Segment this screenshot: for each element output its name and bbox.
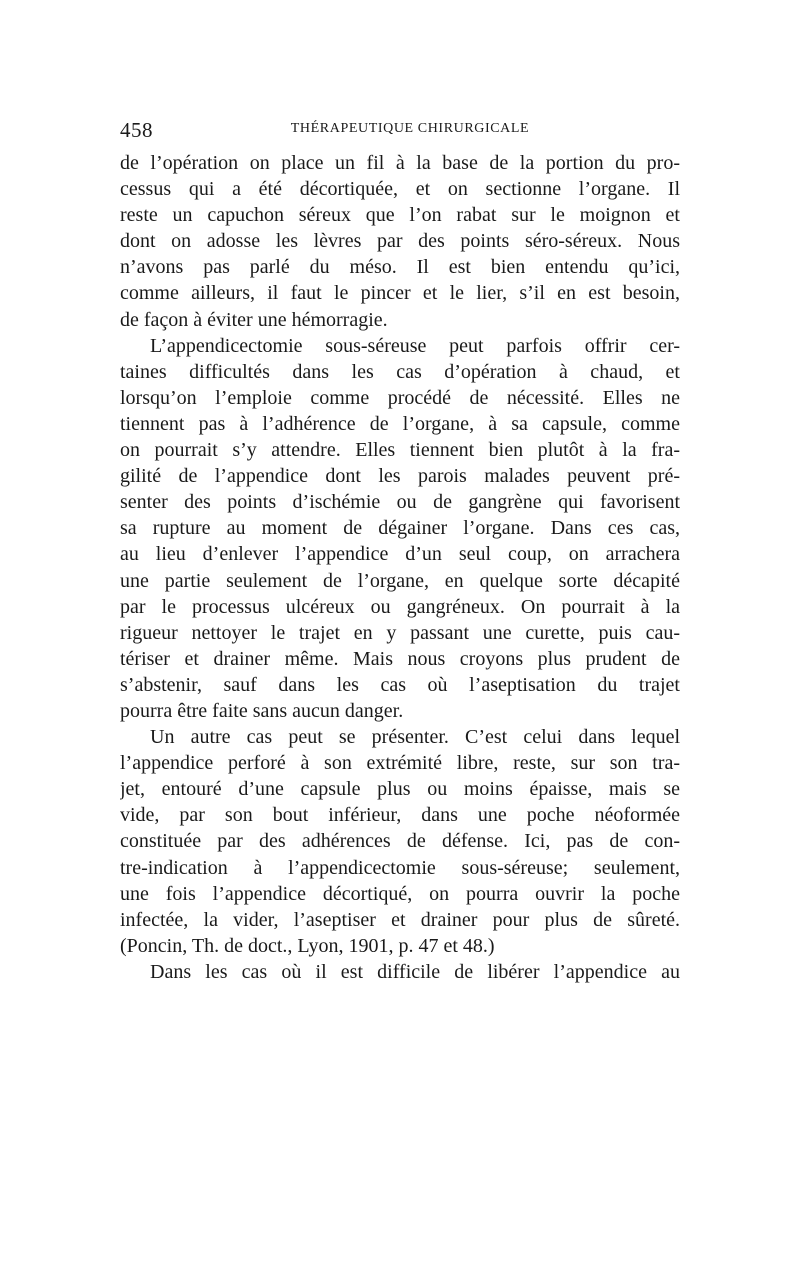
text-line: senter des points d’ischémie ou de gangrène qui favorisent: [120, 491, 680, 514]
text-line: pourra être faite sans aucun danger.: [120, 699, 404, 722]
text-line: une fois l’appendice décortiqué, on pourra ouvrir la poche: [120, 882, 680, 905]
body-text: [120, 150, 680, 985]
text-line: (Poncin, Th. de doct., Lyon, 1901, p. 47 et 48.): [120, 934, 495, 957]
text-line: s’abstenir, sauf dans les cas où l’aseptisation du trajet: [120, 673, 680, 696]
text-line: tre-indication à l’appendicectomie sous-séreuse; seulement,: [120, 856, 680, 879]
text-line: de façon à éviter une hémorragie.: [120, 308, 388, 331]
text-line: lorsqu’on l’emploie comme procédé de nécessité. Elles ne: [120, 386, 680, 409]
text-line: l’appendice perforé à son extrémité libre, reste, sur son tra-: [120, 752, 680, 775]
text-line: Dans les cas où il est difficile de libérer l’appendice au: [150, 960, 680, 983]
text-line: une partie seulement de l’organe, en quelque sorte décapité: [120, 569, 680, 592]
text-line: gilité de l’appendice dont les parois malades peuvent pré-: [120, 465, 680, 488]
text-line: dont on adosse les lèvres par des points séro-séreux. Nous: [120, 230, 680, 253]
text-line: jet, entouré d’une capsule plus ou moins épaisse, mais se: [120, 778, 680, 801]
text-line: au lieu d’enlever l’appendice d’un seul coup, on arrachera: [120, 543, 680, 566]
text-line: rigueur nettoyer le trajet en y passant une curette, puis cau-: [120, 621, 680, 644]
text-line: infectée, la vider, l’aseptiser et drainer pour plus de sûreté.: [120, 908, 680, 931]
text-line: de l’opération on place un fil à la base de la portion du pro-: [120, 152, 680, 174]
text-line: constituée par des adhérences de défense. Ici, pas de con-: [120, 830, 680, 853]
text-line: vide, par son bout inférieur, dans une poche néoformée: [120, 804, 680, 827]
running-head: [120, 118, 680, 142]
text-line: cessus qui a été décortiquée, et on sectionne l’organe. Il: [120, 178, 680, 201]
text-line: taines difficultés dans les cas d’opération à chaud, et: [120, 360, 680, 383]
text-line: par le processus ulcéreux ou gangréneux. On pourrait à la: [120, 595, 680, 618]
text-line: L’appendicectomie sous-séreuse peut parfois offrir cer-: [150, 334, 680, 357]
text-line: sa rupture au moment de dégainer l’organe. Dans ces cas,: [120, 517, 680, 540]
page-number: 458: [120, 118, 153, 142]
text-line: comme ailleurs, il faut le pincer et le lier, s’il en est besoin,: [120, 282, 680, 305]
text-line: tiennent pas à l’adhérence de l’organe, à sa capsule, comme: [120, 412, 680, 435]
text-line: on pourrait s’y attendre. Elles tiennent bien plutôt à la fra-: [120, 439, 680, 462]
running-title: THÉRAPEUTIQUE CHIRURGICALE: [290, 121, 530, 136]
text-line: Un autre cas peut se présenter. C’est celui dans lequel: [150, 726, 680, 749]
text-line: reste un capuchon séreux que l’on rabat sur le moignon et: [120, 204, 680, 227]
text-line: n’avons pas parlé du méso. Il est bien entendu qu’ici,: [120, 256, 680, 279]
text-line: tériser et drainer même. Mais nous croyons plus prudent de: [120, 647, 680, 670]
